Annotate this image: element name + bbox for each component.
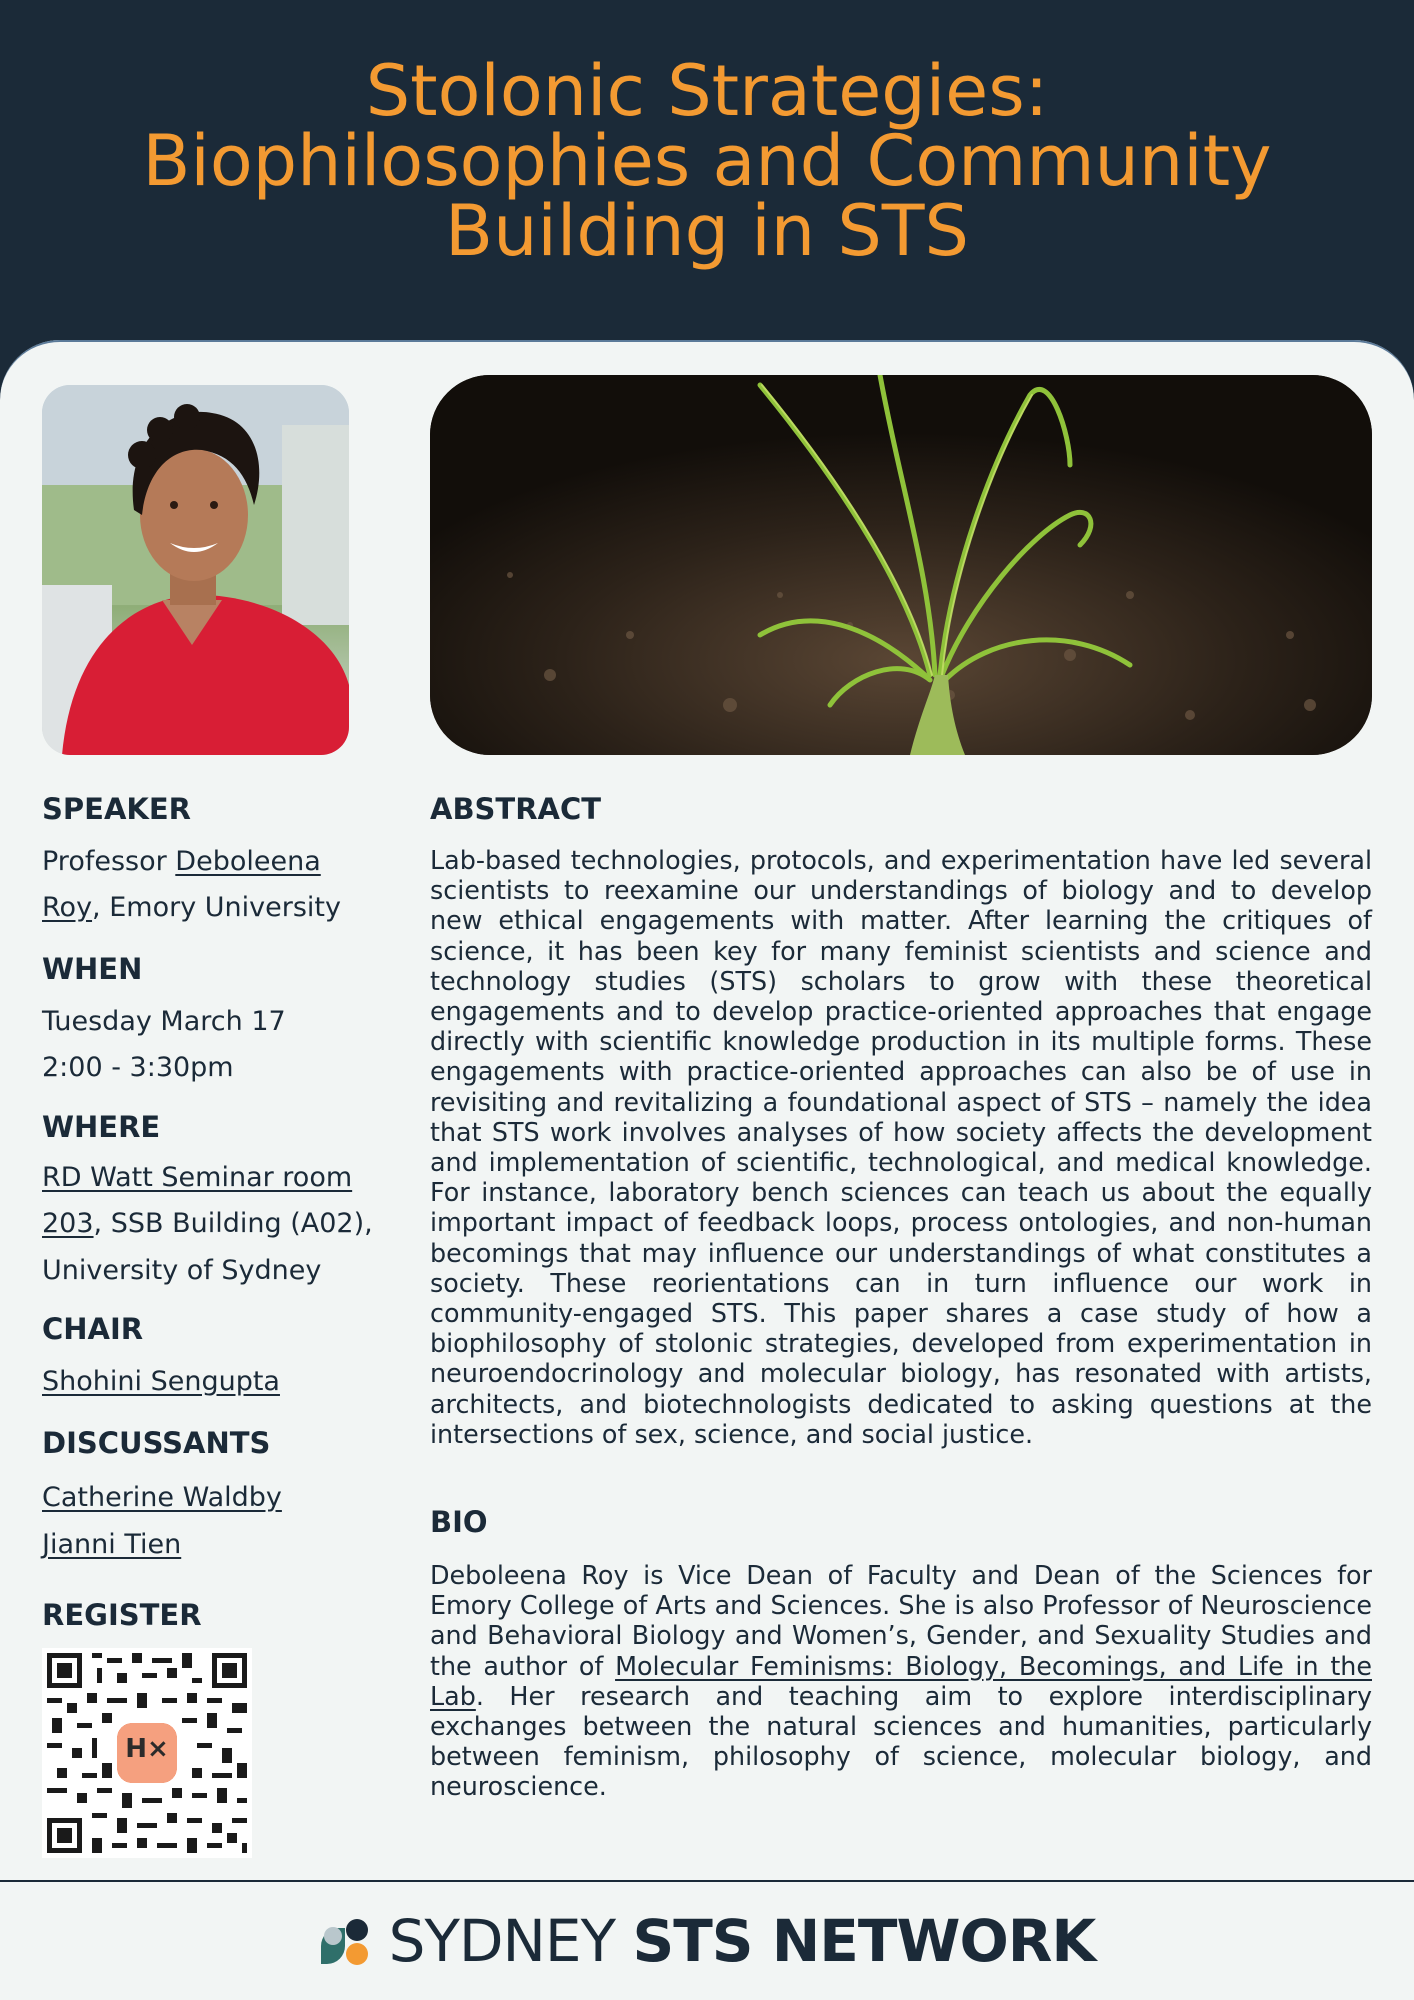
chair-name-link (42, 1358, 280, 1405)
title-line-2: Biophilosophies and Community (142, 120, 1272, 202)
wordmark-bold: STS NETWORK (632, 1907, 1096, 1975)
register-qr-code[interactable] (42, 1648, 252, 1858)
venue-building: , SSB Building (A02), (93, 1208, 373, 1239)
where-line-1 (42, 1154, 352, 1201)
venue-university: University of Sydney (42, 1255, 322, 1286)
speaker-photo (42, 385, 349, 755)
book-link[interactable]: Molecular Feminisms: Biology, Becomings, and Life in the Lab (430, 1650, 1372, 1711)
speaker-prefix: Professor (42, 846, 176, 877)
where-line-2 (42, 1200, 373, 1247)
venue-link[interactable]: RD Watt Seminar room (42, 1162, 353, 1193)
discussant-link-1[interactable]: Catherine Waldby (42, 1482, 282, 1513)
speaker-line-2 (42, 884, 341, 931)
when-label: WHEN (42, 952, 143, 986)
chair-label: CHAIR (42, 1312, 144, 1346)
abstract-text: Lab-based technologies, protocols, and experimentation have led several scientists to reexamine our understandings of biology and to develop new ethical engagements with matter. After learning the critiques of science, it has been key for many feminist scientists and science and technology studies (STS) scholars to grow with these theoretical engagements and to develop practice-oriented approaches that engage directly with scientific knowledge production in its multiple forms. These engagements with practice-oriented approaches can also be of use in revisiting and revitalizing a foundational aspect of STS – namely the idea that STS work involves analyses of how society affects the development and implementation of scientific, technological, and medical knowledge. For instance, laboratory bench sciences can teach us about the equally important impact of feedback loops, process ontologies, and non-human becomings that may influence our understandings of what constitutes a society. These reorientations can in turn influence our work in community-engaged STS. This paper shares a case study of how a biophilosophy of stolonic strategies, developed from experimentation in neuroendocrinology and molecular biology, has resonated with artists, architects, and biotechnologists dedicated to asking questions at the intersections of sex, science, and social justice. (430, 845, 1372, 1449)
discussant-2 (42, 1521, 181, 1568)
where-label: WHERE (42, 1110, 161, 1144)
discussants-label: DISCUSSANTS (42, 1426, 271, 1460)
speaker-label: SPEAKER (42, 792, 192, 826)
event-time: 2:00 - 3:30pm (42, 1052, 234, 1083)
page-title (0, 50, 1414, 272)
abstract-label: ABSTRACT (430, 792, 602, 826)
discussant-1 (42, 1474, 282, 1521)
title-line-1: Stolonic Strategies: (365, 50, 1049, 132)
venue-link-cont[interactable]: 203 (42, 1208, 94, 1239)
discussant-link-2[interactable]: Jianni Tien (42, 1529, 182, 1560)
header-banner (0, 0, 1414, 360)
title-line-3: Building in STS (445, 190, 969, 272)
wordmark-light: SYDNEY (388, 1907, 633, 1975)
footer (0, 1882, 1414, 2000)
bio-label: BIO (430, 1505, 488, 1539)
speaker-line-1 (42, 838, 321, 885)
bio-text-start: Deboleena Roy is Vice Dean of Faculty and Dean of the Sciences for Emory College of Arts and Sciences. She is also Professor of Neuroscience and Behavioral Biology and Women’s, Gender, and Sexuality Studies and the author of (430, 1560, 1372, 1681)
seedling-image (430, 375, 1372, 755)
speaker-name-link[interactable]: Deboleena (175, 846, 321, 877)
speaker-affiliation: , Emory University (92, 892, 341, 923)
network-logo-icon (319, 1916, 371, 1966)
bio-text (430, 1560, 1372, 1802)
network-wordmark (389, 1907, 1096, 1975)
chair-name[interactable]: Shohini Sengupta (42, 1366, 280, 1397)
qr-badge-label: H× (125, 1734, 169, 1764)
register-label: REGISTER (42, 1598, 202, 1632)
speaker-name-link-cont[interactable]: Roy (42, 892, 93, 923)
event-date: Tuesday March 17 (42, 1006, 286, 1037)
bio-text-end: . Her research and teaching aim to explore interdisciplinary exchanges between the natural sciences and humanities, particularly between feminism, philosophy of science, molecular biology, and neuroscience. (430, 1680, 1372, 1802)
